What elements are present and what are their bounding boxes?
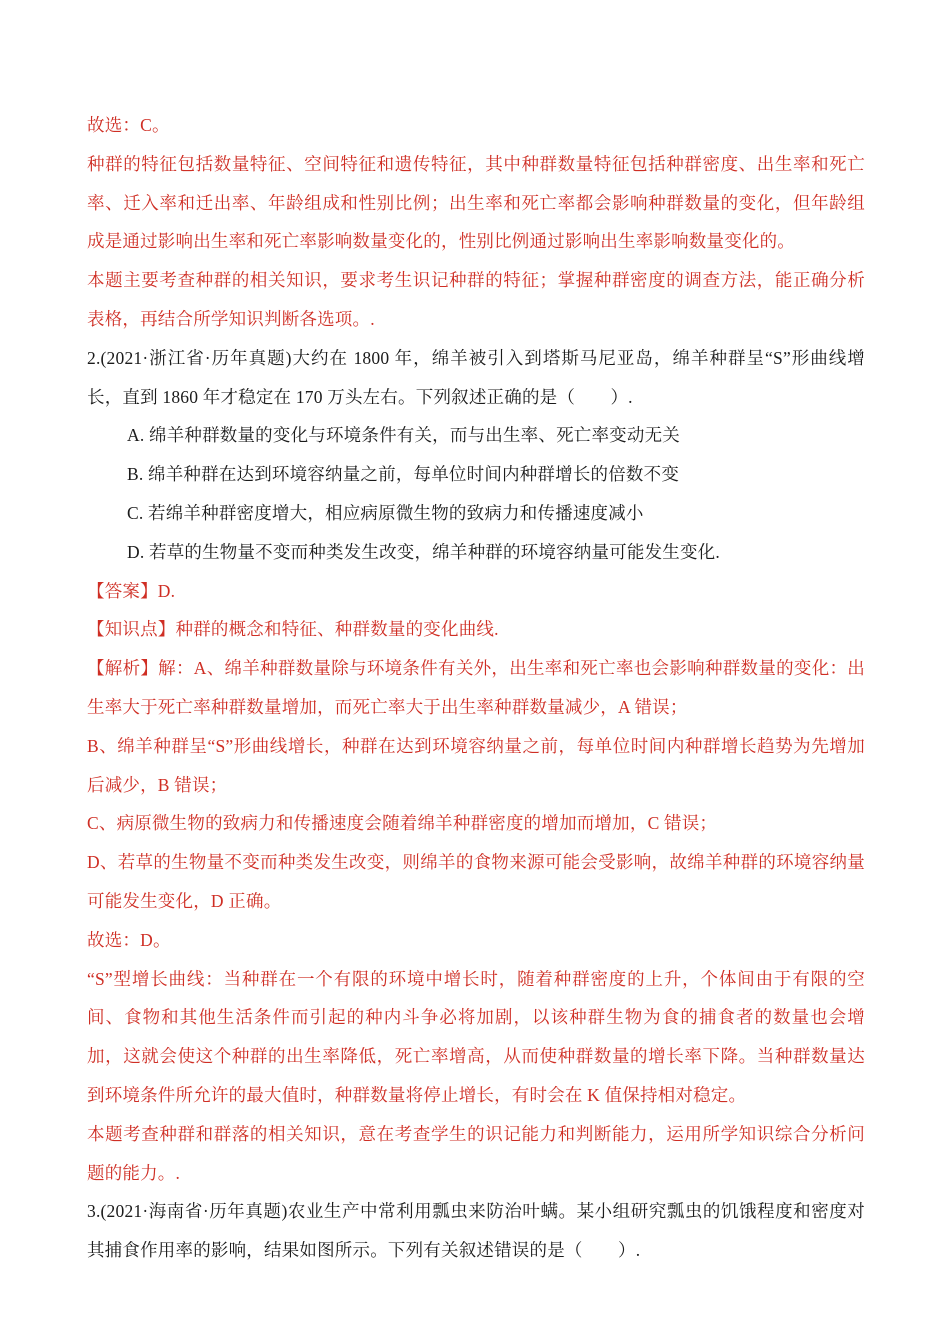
analysis-q2-d: D、若草的生物量不变而种类发生改变，则绵羊的食物来源可能会受影响，故绵羊种群的环境容纳量可能发生变化，D 正确。 [87, 852, 865, 911]
analysis-q2-b: B、绵羊种群呈“S”形曲线增长，种群在达到环境容纳量之前，每单位时间内种群增长趋势为先增加后减少，B 错误； [87, 735, 865, 795]
question-3-stem: 3.(2021·海南省·历年真题)农业生产中常利用瓢虫来防治叶螨。某小组研究瓢虫的饥饿程度和密度对其捕食作用率的影响，结果如图所示。下列有关叙述错误的是（ ）. [87, 1201, 865, 1261]
conclusion-q2: 故选：D。 [87, 929, 171, 950]
answer-q2: 【答案】D. [87, 580, 176, 601]
question-2-option-c: C. 若绵羊种群密度增大，相应病原微生物的致病力和传播速度减小 [127, 502, 644, 523]
commentary-q1: 本题主要考查种群的相关知识，要求考生识记种群的特征；掌握种群密度的调查方法，能正确分析表格，再结合所学知识判断各选项。. [87, 270, 865, 329]
question-2-option-a: A. 绵羊种群数量的变化与环境条件有关，而与出生率、死亡率变动无关 [127, 425, 680, 446]
s-curve-note: “S”型增长曲线：当种群在一个有限的环境中增长时，随着种群密度的上升，个体间由于有限的空间、食物和其他生活条件而引起的种内斗争必将加剧，以该种群生物为食的捕食者的数量也会增加，这就会使这个种群的出生率降低，死亡率增高，从而使种群数量的增长率下降。当种群数量达到环境条件所允许的最大值时，种群数量将停止增长，有时会在 K 值保持相对稳定。 [87, 968, 865, 1105]
explanation-population-traits: 种群的特征包括数量特征、空间特征和遗传特征，其中种群数量特征包括种群密度、出生率和死亡率、迁入率和迁出率、年龄组成和性别比例；出生率和死亡率都会影响种群数量的变化，但年龄组成是通过影响出生率和死亡率影响数量变化的，性别比例通过影响出生率影响数量变化的。 [87, 153, 865, 252]
analysis-q2-c: C、病原微生物的致病力和传播速度会随着绵羊种群密度的增加而增加，C 错误； [87, 813, 718, 834]
knowledge-points-q2: 【知识点】种群的概念和特征、种群数量的变化曲线. [87, 619, 499, 640]
question-2-option-d: D. 若草的生物量不变而种类发生改变，绵羊种群的环境容纳量可能发生变化. [127, 541, 720, 562]
analysis-q2-a: 【解析】解：A、绵羊种群数量除与环境条件有关外，出生率和死亡率也会影响种群数量的变化：出生率大于死亡率种群数量增加，而死亡率大于出生率种群数量减少，A 错误； [87, 658, 865, 717]
question-2-stem: 2.(2021·浙江省·历年真题)大约在 1800 年，绵羊被引入到塔斯马尼亚岛，绵羊种群呈“S”形曲线增长，直到 1860 年才稳定在 170 万头左右。下列叙述正确的是（ ）. [87, 347, 865, 407]
conclusion-q1: 故选：C。 [87, 115, 170, 135]
commentary-q2: 本题考查种群和群落的相关知识，意在考查学生的识记能力和判断能力，运用所学知识综合分析问题的能力。. [87, 1123, 865, 1183]
question-2-option-b: B. 绵羊种群在达到环境容纳量之前，每单位时间内种群增长的倍数不变 [127, 464, 680, 485]
